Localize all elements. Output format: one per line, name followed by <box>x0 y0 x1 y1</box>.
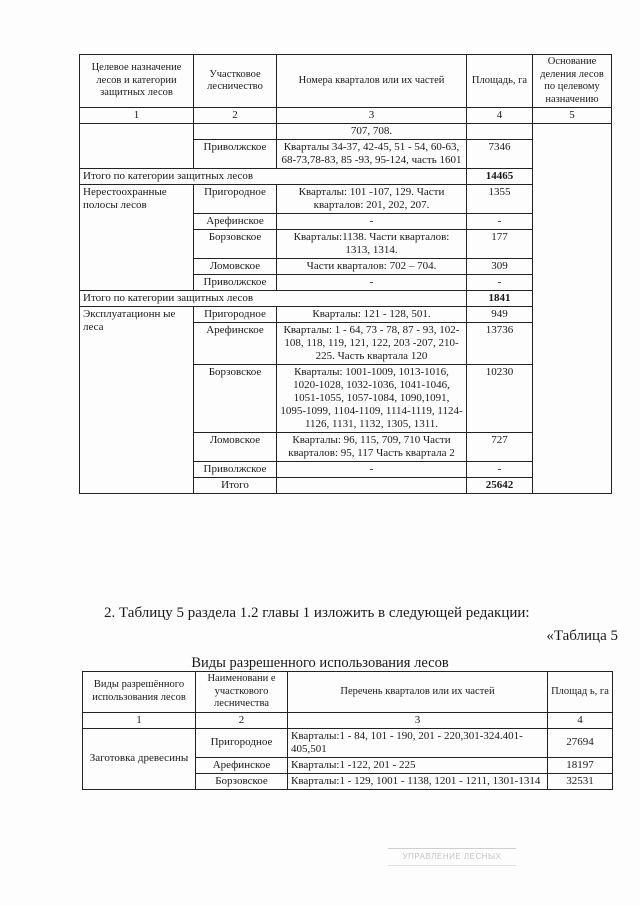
area-cell: - <box>467 462 533 478</box>
table-number-row <box>80 108 612 124</box>
column-number: 2 <box>194 108 277 124</box>
header-quarters: Номера кварталов или их частей <box>277 55 467 108</box>
column-number: 3 <box>277 108 467 124</box>
header-use-type: Виды разрешённого использования лесов <box>83 672 196 713</box>
forestry-cell: Ломовское <box>194 433 277 462</box>
forestry-cell: Арефинское <box>196 757 288 773</box>
forestry-cell: Ломовское <box>194 259 277 275</box>
quarters-cell: Кварталы: 121 - 128, 501. <box>277 307 467 323</box>
faint-stamp: УПРАВЛЕНИЕ ЛЕСНЫХ <box>388 848 516 866</box>
column-number: 2 <box>196 712 288 728</box>
empty-cell <box>277 478 467 494</box>
total-area: 25642 <box>467 478 533 494</box>
total-area: 14465 <box>467 169 533 185</box>
quarters-cell: Кварталы: 96, 115, 709, 710 Части кварталов: 95, 117 Часть квартала 2 <box>277 433 467 462</box>
table-header-row <box>80 55 612 108</box>
header-area: Площад ь, га <box>548 672 613 713</box>
header-quarters-list: Перечень кварталов или их частей <box>288 672 548 713</box>
header-basis: Основание деления лесов по целевому назначению <box>533 55 612 108</box>
area-cell: - <box>467 214 533 230</box>
quarters-cell: 707, 708. <box>277 124 467 140</box>
category-cell: Нерестоохранные полосы лесов <box>80 185 194 291</box>
forestry-cell: Борзовское <box>196 773 288 789</box>
table-reference: «Таблица 5 <box>546 628 618 644</box>
empty-cell <box>467 124 533 140</box>
header-area: Площадь, га <box>467 55 533 108</box>
forestry-cell: Арефинское <box>194 323 277 365</box>
area-cell: 177 <box>467 230 533 259</box>
quarters-cell: Кварталы: 1 - 64, 73 - 78, 87 - 93, 102- 108, 118, 119, 121, 122, 203 -207, 210-225. Часть квартала 120 <box>277 323 467 365</box>
use-type-cell: Заготовка древесины <box>83 728 196 789</box>
header-forestry-name: Наименовани е участкового лесничества <box>196 672 288 713</box>
table-title: Виды разрешенного использования лесов <box>191 655 449 671</box>
area-cell: 1355 <box>467 185 533 214</box>
forest-category-table <box>79 54 612 494</box>
forestry-cell: Итого <box>194 478 277 494</box>
quarters-cell: Кварталы 34-37, 42-45, 51 - 54, 60-63, 68-73,78-83, 85 -93, 95-124, часть 1601 <box>277 140 467 169</box>
forestry-cell: Приволжское <box>194 462 277 478</box>
column-number: 1 <box>83 712 196 728</box>
forestry-cell: Арефинское <box>194 214 277 230</box>
forestry-cell: Пригородное <box>196 728 288 757</box>
table-number-row <box>83 712 613 728</box>
forestry-cell: Борзовское <box>194 365 277 433</box>
area-cell: 949 <box>467 307 533 323</box>
quarters-cell: Кварталы: 1001-1009, 1013-1016, 1020-1028, 1032-1036, 1041-1046, 1051-1055, 1057-1084, 1090,1091, 1095-1099, 1104-1109, 1114-1119, 1124-1126, 1131, 1132, 1305, 1311. <box>277 365 467 433</box>
area-cell: 13736 <box>467 323 533 365</box>
category-cell: Эксплуатационн ые леса <box>80 307 194 494</box>
area-cell: 18197 <box>548 757 613 773</box>
forestry-cell: Пригородное <box>194 185 277 214</box>
quarters-cell: - <box>277 462 467 478</box>
empty-cell <box>194 124 277 140</box>
quarters-cell: Кварталы:1 - 84, 101 - 190, 201 - 220,301-324.401-405,501 <box>288 728 548 757</box>
table-row <box>83 728 613 757</box>
total-label: Итого по категории защитных лесов <box>80 291 467 307</box>
column-number: 1 <box>80 108 194 124</box>
permitted-use-table <box>82 671 613 790</box>
area-cell: 10230 <box>467 365 533 433</box>
area-cell: 32531 <box>548 773 613 789</box>
quarters-cell: Кварталы:1 - 129, 1001 - 1138, 1201 - 1211, 1301-1314 <box>288 773 548 789</box>
header-purpose: Целевое назначение лесов и категории защитных лесов <box>80 55 194 108</box>
table-row <box>80 185 612 214</box>
header-forestry: Участковое лесничество <box>194 55 277 108</box>
forestry-cell: Пригородное <box>194 307 277 323</box>
quarters-cell: - <box>277 275 467 291</box>
total-label: Итого по категории защитных лесов <box>80 169 467 185</box>
column-number: 3 <box>288 712 548 728</box>
amendment-paragraph: 2. Таблицу 5 раздела 1.2 главы 1 изложить в следующей редакции: <box>104 605 530 621</box>
empty-cell <box>80 124 194 169</box>
quarters-cell: - <box>277 214 467 230</box>
forestry-cell: Приволжское <box>194 140 277 169</box>
column-number: 4 <box>548 712 613 728</box>
table-row <box>80 124 612 140</box>
table-row <box>80 307 612 323</box>
forestry-cell: Борзовское <box>194 230 277 259</box>
basis-cell <box>533 124 612 494</box>
column-number: 4 <box>467 108 533 124</box>
area-cell: 7346 <box>467 140 533 169</box>
forestry-cell: Приволжское <box>194 275 277 291</box>
quarters-cell: Кварталы:1 -122, 201 - 225 <box>288 757 548 773</box>
quarters-cell: Части кварталов: 702 – 704. <box>277 259 467 275</box>
quarters-cell: Кварталы: 101 -107, 129. Части кварталов: 201, 202, 207. <box>277 185 467 214</box>
table-header-row <box>83 672 613 713</box>
area-cell: 27694 <box>548 728 613 757</box>
total-row <box>80 169 612 185</box>
area-cell: 309 <box>467 259 533 275</box>
area-cell: 727 <box>467 433 533 462</box>
total-area: 1841 <box>467 291 533 307</box>
total-row <box>80 291 612 307</box>
column-number: 5 <box>533 108 612 124</box>
area-cell: - <box>467 275 533 291</box>
quarters-cell: Кварталы:1138. Части кварталов: 1313, 1314. <box>277 230 467 259</box>
